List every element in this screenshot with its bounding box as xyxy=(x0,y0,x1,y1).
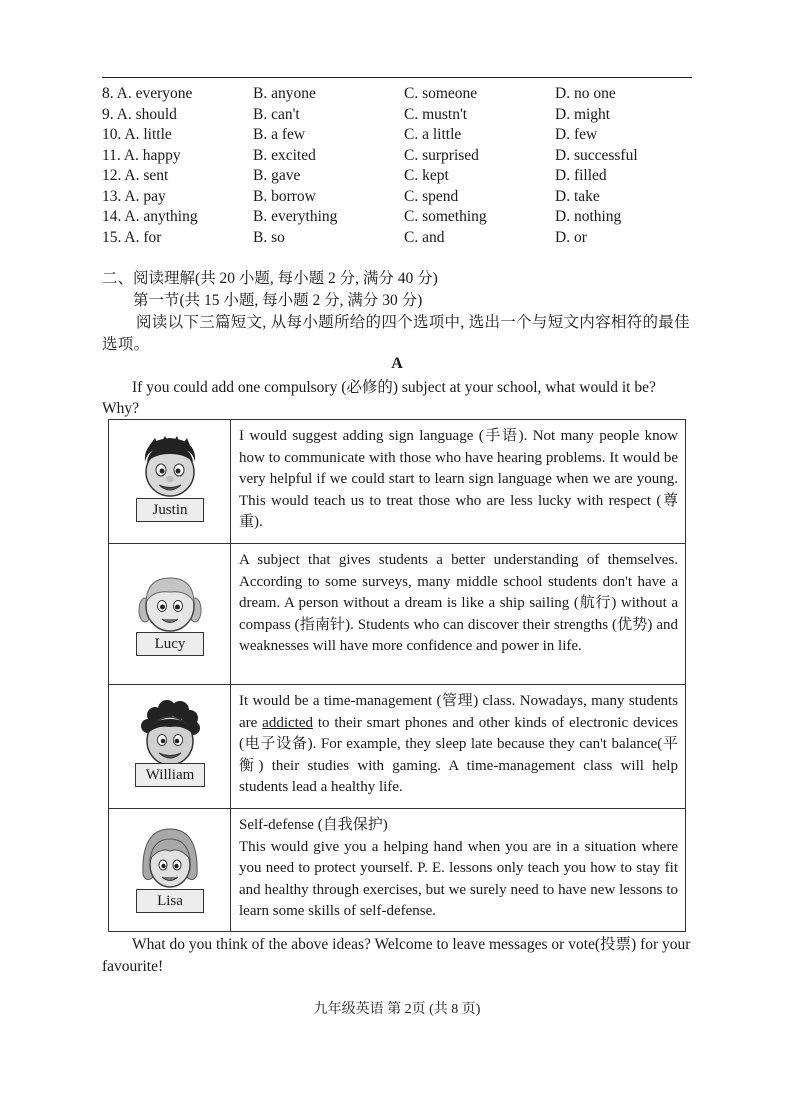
option-d: D. take xyxy=(555,187,600,205)
option-c: C. spend xyxy=(404,187,459,205)
option-c: C. surprised xyxy=(404,146,479,164)
entry-heading-lisa: Self-defense (自我保护) xyxy=(239,817,388,833)
option-c: C. someone xyxy=(404,85,478,102)
option-b: B. gave xyxy=(253,167,301,184)
section-instruction: 阅读以下三篇短文, 从每小题所给的四个选项中, 选出一个与短文内容相符的最佳选项。 xyxy=(102,314,690,353)
section-subtitle: 第一节(共 15 小题, 每小题 2 分, 满分 30 分) xyxy=(133,292,423,309)
option-a: 9. A. should xyxy=(102,105,177,123)
option-d: D. might xyxy=(555,105,611,123)
option-b: B. can't xyxy=(253,105,300,123)
portrait-cell xyxy=(109,685,231,809)
option-c: C. kept xyxy=(404,167,449,184)
option-row-13 xyxy=(102,187,702,208)
option-b: B. borrow xyxy=(253,187,316,205)
option-row-9 xyxy=(102,105,702,126)
table-row-william xyxy=(109,685,686,809)
option-row-11 xyxy=(102,146,702,167)
option-b: B. so xyxy=(253,228,285,246)
name-label-lucy: Lucy xyxy=(136,632,204,656)
options-list xyxy=(102,84,702,248)
girl-face-icon xyxy=(135,566,205,638)
option-b: B. a few xyxy=(253,126,306,143)
ideas-table xyxy=(108,419,686,932)
option-a: 10. A. little xyxy=(102,126,172,143)
underlined-word: addicted xyxy=(262,714,313,731)
option-d: D. nothing xyxy=(555,208,622,225)
option-d: D. filled xyxy=(555,167,607,184)
section-title: 二、阅读理解(共 20 小题, 每小题 2 分, 满分 40 分) xyxy=(102,270,438,287)
option-c: C. mustn't xyxy=(404,105,468,123)
option-row-10 xyxy=(102,125,702,146)
option-row-15 xyxy=(102,228,702,249)
option-c: C. and xyxy=(404,228,445,246)
curly-boy-face-icon xyxy=(135,699,205,771)
passage-question: If you could add one compulsory (必修的) subject at your school, what would it be? Why? xyxy=(102,379,656,417)
name-label-william: William xyxy=(135,763,205,787)
option-a: 8. A. everyone xyxy=(102,85,193,102)
option-row-14 xyxy=(102,207,702,228)
option-b: B. excited xyxy=(253,146,316,164)
entry-text-william-part: to their smart phones and other kinds of electronic devices (电子设备). For example, they sleep late because they can't balance(平衡) their studies with gaming. A time-management class will help students lead a healthy life. xyxy=(239,714,679,795)
entry-text-lisa xyxy=(231,809,686,932)
entry-text-lucy: A subject that gives students a better understanding of themselves. According to some surveys, many middle school students don't have a dream. A person without a dream is like a ship sailing (航行) without a compass (指南针). Students who can discover their strengths (优势) and weaknesses will have more confidence and power in life. xyxy=(231,544,686,685)
option-a: 12. A. sent xyxy=(102,167,169,184)
option-d: D. no one xyxy=(555,85,616,102)
name-label-lisa: Lisa xyxy=(136,889,204,913)
option-b: B. everything xyxy=(253,208,338,225)
option-c: C. a little xyxy=(404,126,462,143)
table-row-justin xyxy=(109,420,686,544)
option-b: B. anyone xyxy=(253,85,316,102)
option-a: 13. A. pay xyxy=(102,187,166,205)
top-rule xyxy=(102,77,692,78)
passage-closing: What do you think of the above ideas? Welcome to leave messages or vote(投票) for your favourite! xyxy=(102,936,691,975)
option-row-12 xyxy=(102,166,702,187)
option-a: 11. A. happy xyxy=(102,146,181,164)
portrait-cell xyxy=(109,420,231,544)
woman-face-icon xyxy=(135,823,205,895)
passage-letter: A xyxy=(391,355,403,372)
entry-text-william xyxy=(231,685,686,809)
entry-text-william-part: It would be a time-management (管理) class. Nowadays, many students are xyxy=(239,693,678,731)
portrait-cell xyxy=(109,544,231,685)
entry-text-justin: I would suggest adding sign language (手语). Not many people know how to communicate with those who have hearing problems. It would be very helpful if we could start to learn sign language when we are young. This would teach us to treat those who are less lucky with respect (尊重). xyxy=(231,420,686,544)
option-d: D. or xyxy=(555,228,587,246)
option-d: D. few xyxy=(555,126,598,143)
option-a: 15. A. for xyxy=(102,228,162,246)
name-label-justin: Justin xyxy=(136,498,204,522)
option-c: C. something xyxy=(404,208,487,225)
option-d: D. successful xyxy=(555,146,638,164)
page-footer: 九年级英语 第 2页 (共 8 页) xyxy=(313,1002,481,1017)
option-a: 14. A. anything xyxy=(102,208,198,225)
table-row-lisa xyxy=(109,809,686,932)
boy-face-icon xyxy=(135,432,205,504)
portrait-cell xyxy=(109,809,231,932)
option-row-8 xyxy=(102,84,702,105)
entry-body-lisa: This would give you a helping hand when you are in a situation where you need to protect yourself. P. E. lessons only teach you how to stay fit and healthy through exercises, but we surely need to have new lessons to learn some skills of self-defense. xyxy=(239,838,678,919)
table-row-lucy xyxy=(109,544,686,685)
